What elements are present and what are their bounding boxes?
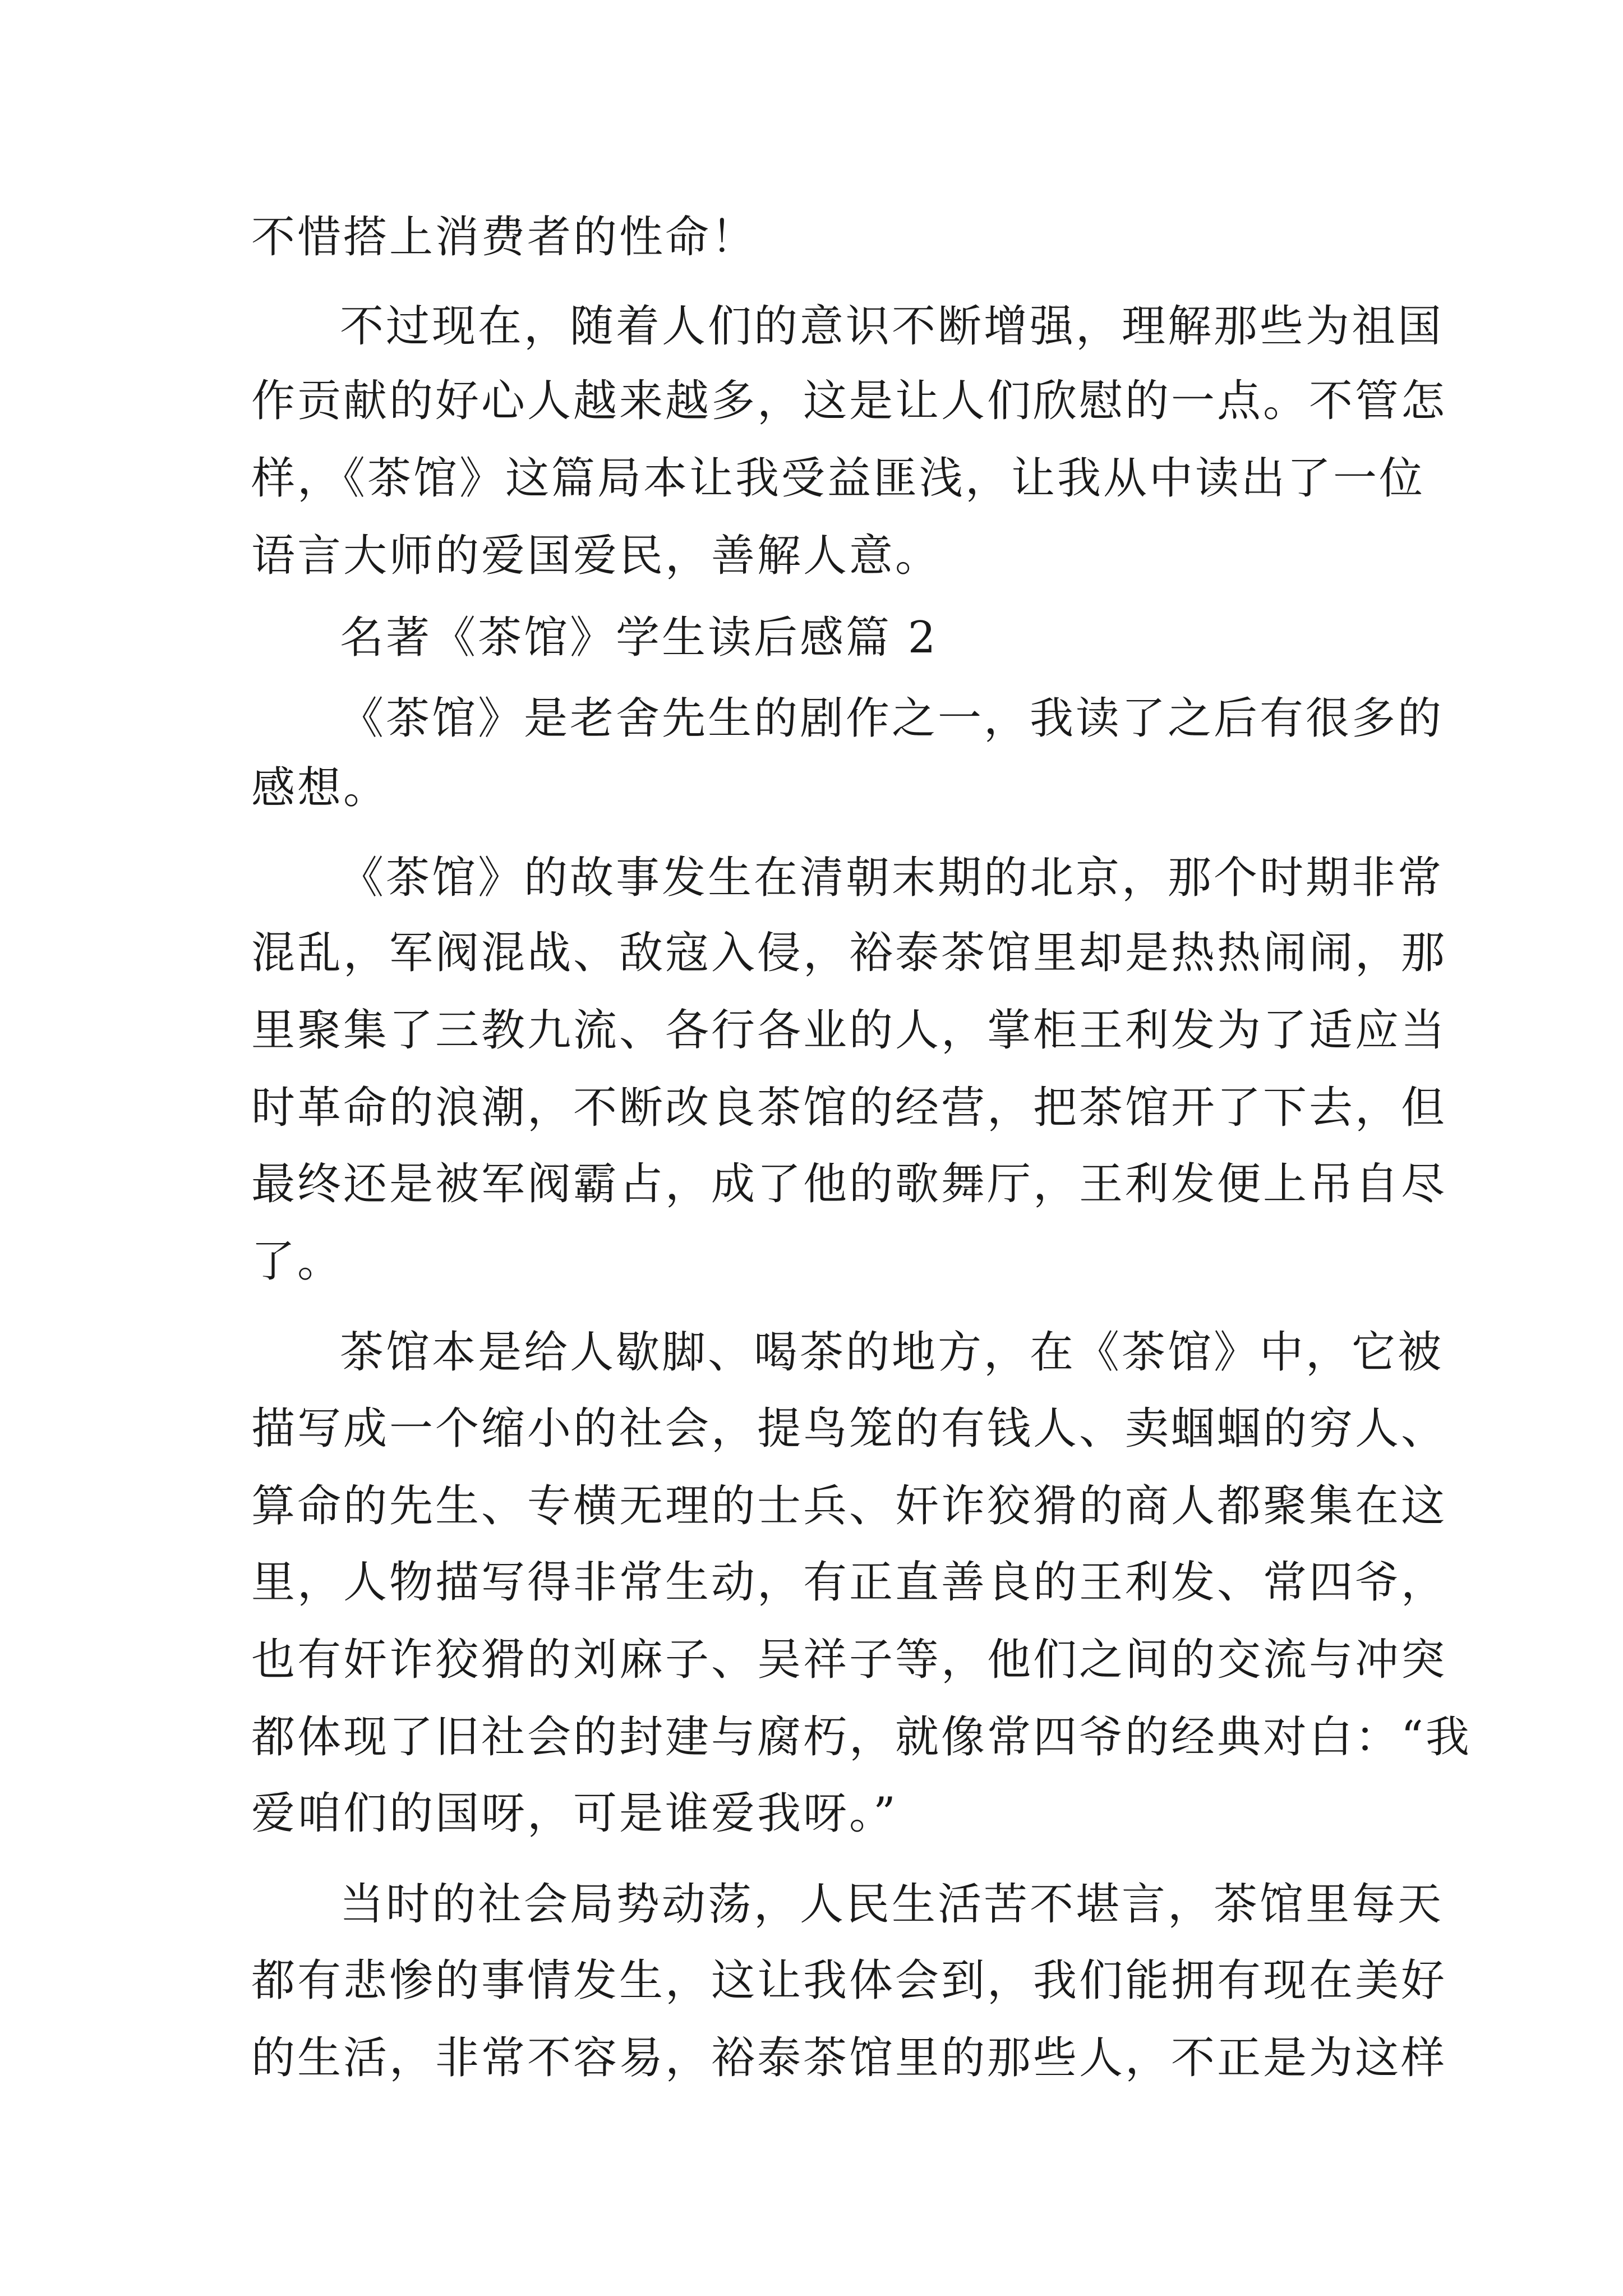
- text-line: 也有奸诈狡猾的刘麻子、吴祥子等，他们之间的交流与冲突: [251, 1635, 1447, 1685]
- text-line: 的生活，非常不容易，裕泰茶馆里的那些人，不正是为这样: [251, 2033, 1447, 2083]
- text-line: 描写成一个缩小的社会，提鸟笼的有钱人、卖蝈蝈的穷人、: [251, 1404, 1447, 1454]
- text-line: 语言大师的爱国爱民，善解人意。: [251, 531, 942, 581]
- paragraph-first-line: 不过现在，随着人们的意识不断增强，理解那些为祖国: [340, 301, 1444, 352]
- text-line: 样，《茶馆》这篇局本让我受益匪浅，让我从中读出了一位: [251, 453, 1426, 504]
- text-line: 混乱，军阀混战、敌寇入侵，裕泰茶馆里却是热热闹闹，那: [251, 928, 1447, 978]
- text-line: 感想。: [251, 763, 390, 813]
- text-line: 作贡献的好心人越来越多，这是让人们欣慰的一点。不管怎: [251, 376, 1447, 426]
- text-line: 了。: [251, 1236, 344, 1287]
- text-line: 都有悲惨的事情发生，这让我体会到，我们能拥有现在美好: [251, 1955, 1447, 2006]
- text-line: 最终还是被军阀霸占，成了他的歌舞厅，王利发便上吊自尽: [251, 1159, 1447, 1209]
- section-heading: 名著《茶馆》学生读后感篇 2: [340, 613, 938, 663]
- paragraph-first-line: 茶馆本是给人歇脚、喝茶的地方，在《茶馆》中，它被: [340, 1327, 1444, 1378]
- text-line: 都体现了旧社会的封建与腐朽，就像常四爷的经典对白：“我: [251, 1712, 1472, 1763]
- text-line: 算命的先生、专横无理的士兵、奸诈狡猾的商人都聚集在这: [251, 1481, 1447, 1531]
- paragraph-first-line: 当时的社会局势动荡，人民生活苦不堪言，茶馆里每天: [340, 1879, 1444, 1930]
- text-line: 里聚集了三教九流、各行各业的人，掌柜王利发为了适应当: [251, 1005, 1447, 1056]
- text-line: 时革命的浪潮，不断改良茶馆的经营，把茶馆开了下去，但: [251, 1083, 1447, 1133]
- text-line: 里，人物描写得非常生动，有正直善良的王利发、常四爷，: [251, 1557, 1447, 1608]
- text-line: 不惜搭上消费者的性命！: [251, 212, 758, 263]
- text-line: 爱咱们的国呀，可是谁爱我呀。”: [251, 1788, 898, 1839]
- paragraph-first-line: 《茶馆》的故事发生在清朝末期的北京，那个时期非常: [340, 853, 1444, 903]
- paragraph-first-line: 《茶馆》是老舍先生的剧作之一，我读了之后有很多的: [340, 693, 1444, 744]
